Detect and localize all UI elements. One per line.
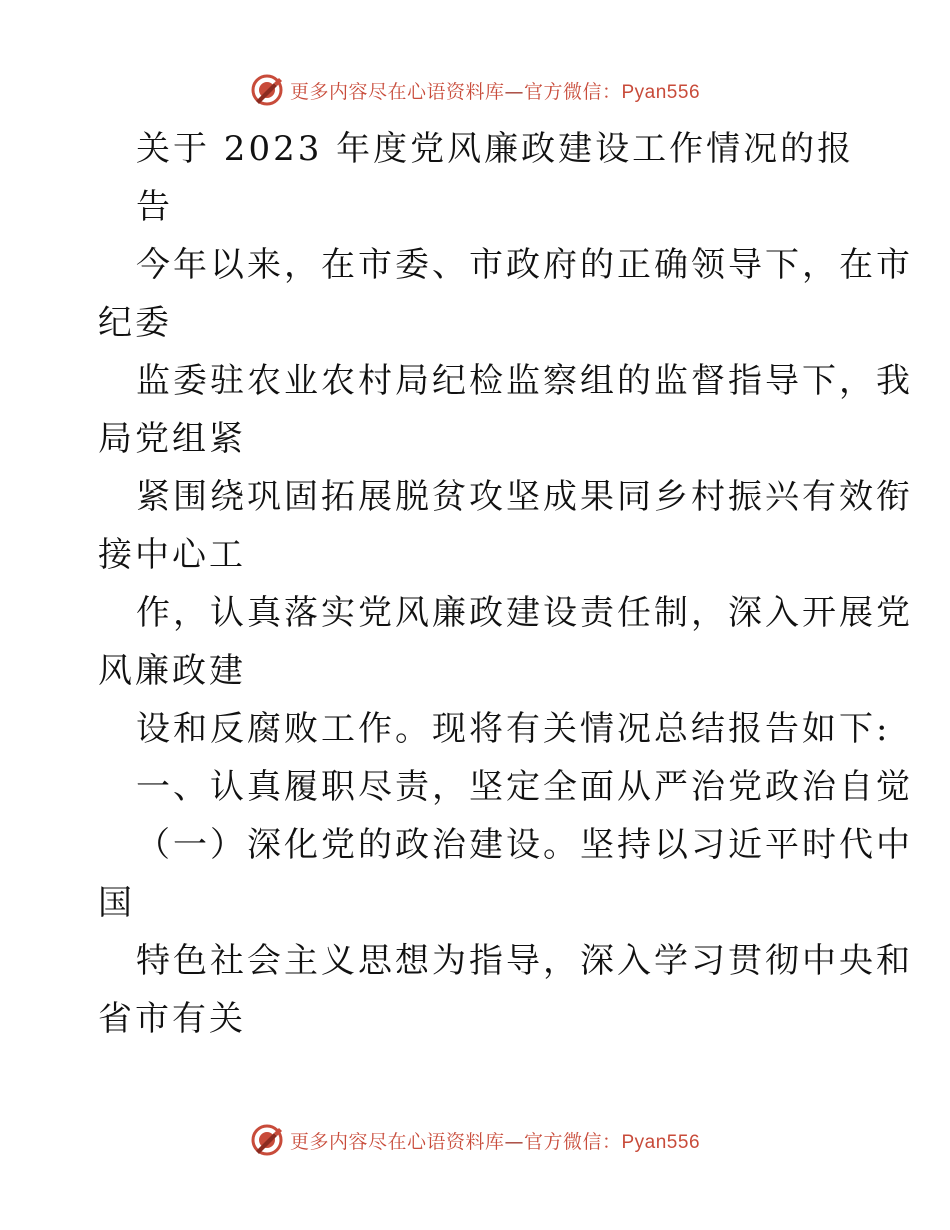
paragraph-line: 作，认真落实党风廉政建设责任制，深入开展党 [136, 593, 913, 633]
banner-main-text: 更多内容尽在心语资料库 [289, 80, 505, 103]
banner-text [290, 1127, 700, 1154]
paragraph-line: 纪委 [98, 303, 172, 343]
paragraph-line: 接中心工 [98, 535, 246, 575]
banner-dash: — [504, 1130, 524, 1153]
paragraph-line: 紧围绕巩固拓展脱贫攻坚成果同乡村振兴有效衔 [136, 477, 913, 517]
paragraph-line: 国 [98, 883, 135, 923]
paragraph-line: 风廉政建 [98, 651, 246, 691]
banner-dash: — [504, 80, 524, 103]
paragraph-line: 局党组紧 [98, 419, 246, 459]
banner-text [290, 77, 700, 104]
paragraph-line: 监委驻农业农村局纪检监察组的监督指导下，我 [136, 361, 913, 401]
banner-contact-label: 官方微信： [523, 80, 622, 103]
footer-banner [0, 1120, 950, 1160]
subsection-heading: （一）深化党的政治建设。坚持以习近平时代中 [136, 825, 913, 865]
banner-wechat-id: Pyan556 [621, 1131, 701, 1153]
pen-seal-logo-icon [250, 73, 284, 107]
banner-wechat-id: Pyan556 [621, 81, 701, 103]
paragraph-line: 今年以来，在市委、市政府的正确领导下，在市 [136, 245, 913, 285]
header-banner [0, 70, 950, 110]
banner-contact-label: 官方微信： [523, 1130, 622, 1153]
section-heading: 一、认真履职尽责，坚定全面从严治党政治自觉 [136, 767, 913, 807]
document-body [98, 120, 913, 1048]
paragraph-line: 设和反腐败工作。现将有关情况总结报告如下: [136, 709, 891, 749]
paragraph-line: 特色社会主义思想为指导，深入学习贯彻中央和 [136, 941, 913, 981]
banner-main-text: 更多内容尽在心语资料库 [289, 1130, 505, 1153]
title-line-1: 关于 2023 年度党风廉政建设工作情况的报 [136, 129, 855, 169]
paragraph-line: 省市有关 [98, 999, 246, 1039]
pen-seal-logo-icon [250, 1123, 284, 1157]
title-line-2: 告 [136, 187, 173, 227]
